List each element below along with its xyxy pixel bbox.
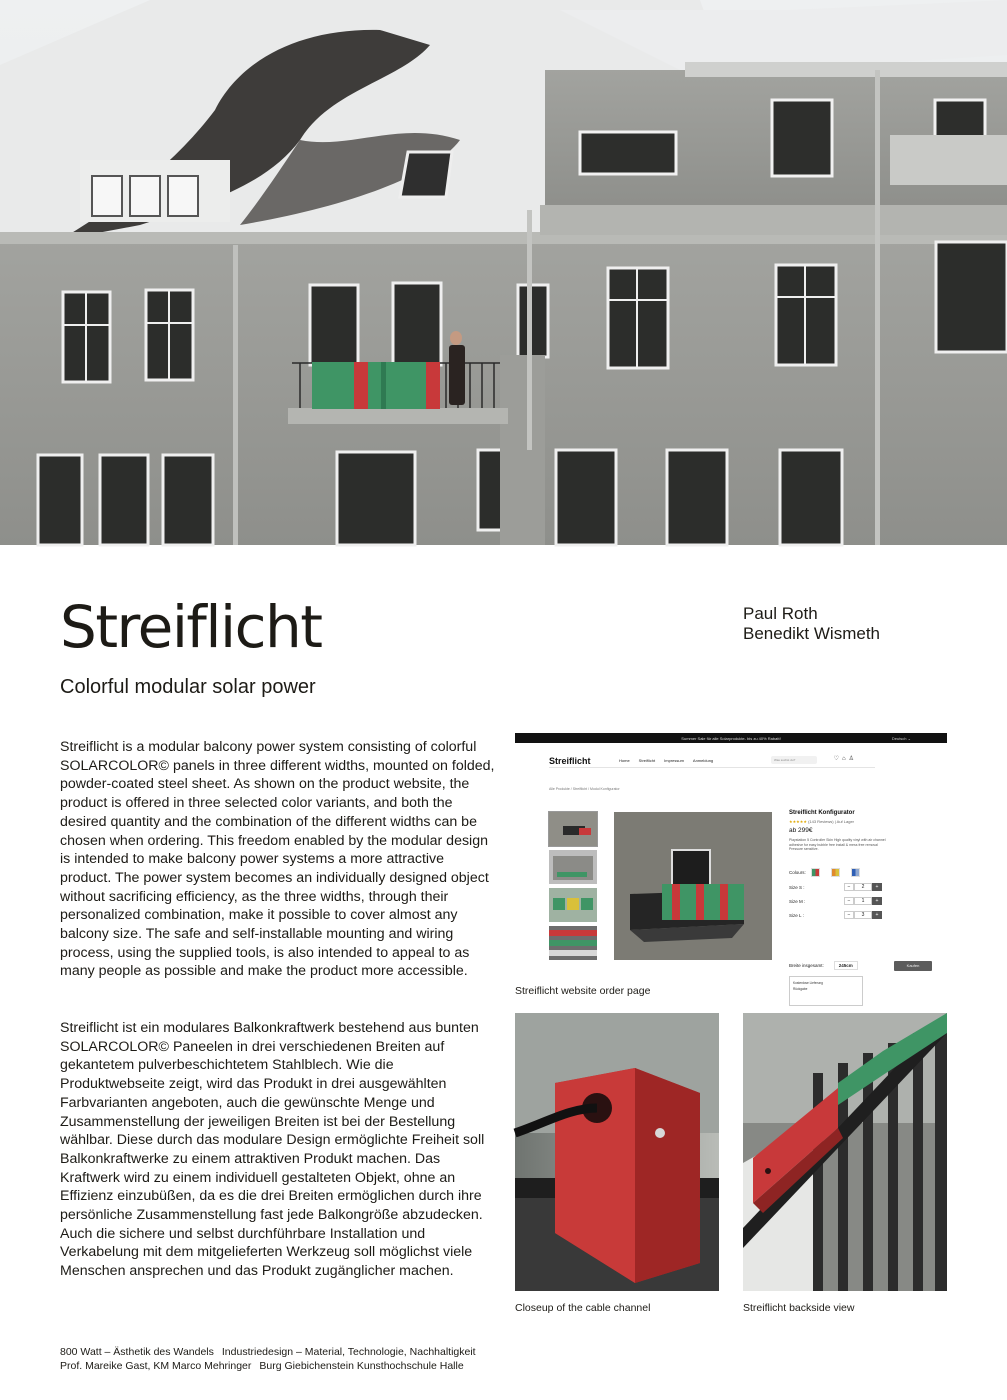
quantity-value: 1	[854, 897, 872, 905]
nav-link: Home	[619, 758, 630, 763]
site-logo: Streiflicht	[549, 755, 591, 766]
site-navbar	[549, 754, 875, 768]
footer-teachers: Prof. Mareike Gast, KM Marco Mehringer	[60, 1360, 252, 1372]
size-row	[789, 897, 889, 906]
author-list	[743, 604, 880, 644]
configurator-panel	[789, 810, 939, 991]
website-caption: Streiflicht website order page	[515, 985, 651, 997]
hero-photo	[0, 0, 1007, 545]
product-thumbnail	[549, 850, 597, 884]
backside-caption: Streiflicht backside view	[743, 1302, 855, 1314]
breadcrumb: Alle Produkte / Streiflicht / Modul Konfigurator	[549, 787, 620, 791]
colour-swatch	[851, 868, 860, 877]
product-thumbnail	[549, 888, 597, 922]
minus-icon: −	[844, 883, 854, 891]
footer-line	[60, 1359, 484, 1373]
total-value: 245cm	[834, 961, 858, 970]
product-description: Playstation 5 Controller Skin High quality vinyl with air channel adhesive for easy bubble free install & mess free removal Pressure sensitive.	[789, 838, 886, 851]
cart-icon: ♡⌂♙	[833, 756, 857, 762]
buy-button: Kaufen	[894, 961, 932, 971]
colour-swatch	[831, 868, 840, 877]
quantity-value: 3	[854, 911, 872, 919]
quantity-stepper	[844, 897, 882, 905]
description-german: Streiflicht ist ein modulares Balkonkraftwerk bestehend aus bunten SOLARCOLOR© Paneelen in drei verschiedenen Breiten auf gekantetem pulverbeschichtetem Stahlblech. Wie die Produktwebseite zeigt, wird das Produkt in drei ausgewählten Farbvarianten angeboten, auch die gewünschte Menge und Zusammenstellung der jeweiligen Breiten ist bei der Bestellung wählbar. Diese durch das modulare Design ermöglichte Freiheit soll Balkonkraftwerke zu einem attraktiven Produkt machen. Das Kraftwerk wird zu einem individuell gestalteten Objekt, ohne an Effizienz einzubüßen, da es die drei Breiten ermöglichen durch ihre persönliche Zusammenstellung fast jede Balkongröße abzudecken. Auch die sichere und selbst durchführbare Installation und Verkabelung mit dem mitgelieferten Werkzeug soll möglichst viele Menschen ansprechen und das Produkt zugänglicher machen.	[60, 1020, 485, 1280]
project-subtitle: Colorful modular solar power	[60, 676, 316, 698]
project-title: Streiflicht	[60, 593, 322, 661]
size-label: Size L :	[789, 913, 804, 918]
size-label: Size S :	[789, 885, 805, 890]
footer-school: Burg Giebichenstein Kunsthochschule Halle	[259, 1360, 464, 1372]
footer	[60, 1345, 484, 1373]
footer-line	[60, 1345, 484, 1359]
author-name: Benedikt Wismeth	[743, 624, 880, 643]
nav-link: Streiflicht	[638, 758, 656, 763]
promo-bar	[515, 733, 947, 743]
footer-project: 800 Watt – Ästhetik des Wandels	[60, 1346, 214, 1358]
footer-course: Industriedesign – Material, Technologie, Nachhaltigkeit	[221, 1346, 476, 1358]
plus-icon: +	[872, 911, 882, 919]
total-width	[789, 961, 858, 970]
author-name: Paul Roth	[743, 604, 818, 623]
product-main-image	[614, 812, 772, 960]
product-name: Streiflicht Konfigurator	[789, 810, 855, 816]
quantity-stepper	[844, 883, 882, 891]
backside-photo	[743, 1013, 947, 1291]
minus-icon: −	[844, 897, 854, 905]
product-thumbnail	[549, 812, 597, 846]
nav-links	[619, 758, 713, 763]
total-label: Breite insgesamt:	[789, 963, 824, 968]
product-price: ab 299€	[789, 827, 813, 834]
closeup-caption: Closeup of the cable channel	[515, 1302, 651, 1314]
colours-label: Colours:	[789, 870, 806, 875]
returns-text: Rückgabe	[793, 987, 808, 991]
size-row	[789, 911, 889, 920]
language-select: Deutsch ⌄	[891, 736, 911, 741]
minus-icon: −	[844, 911, 854, 919]
nav-link: Impressum	[664, 758, 684, 763]
colour-row	[789, 868, 860, 877]
shipping-info	[789, 976, 863, 1006]
quantity-stepper	[844, 911, 882, 919]
rating-stars: ★★★★★	[789, 819, 807, 824]
plus-icon: +	[872, 883, 882, 891]
review-count: (143 Reviews) | Auf Lager	[808, 819, 855, 824]
shipping-text: Kostenlose Lieferung	[793, 981, 823, 985]
description-english: Streiflicht is a modular balcony power system consisting of colorful SOLARCOLOR© panels in three different widths, mounted on folded, powder-coated steel sheet. As shown on the product website, the product is offered in three selected color variants, and both the desired quantity and the combination of the different widths can be chosen when ordering. This freedom enabled by the modular design is intended to make balcony power systems a more attractive product. The power system becomes an individually designed object without sacrificing efficiency, as the three widths, through their personalized combination, make it possible to cover almost any balcony size. The safe and self-installable mounting and wiring process, using the supplied tools, is also intended to appeal to as many people as possible and make the product more accessible.	[60, 739, 495, 980]
colour-swatch	[811, 868, 820, 877]
nav-link: Anmeldung	[692, 758, 714, 763]
size-label: Size M :	[789, 899, 806, 904]
size-row	[789, 883, 889, 892]
plus-icon: +	[872, 897, 882, 905]
closeup-photo	[515, 1013, 719, 1291]
site-search-box: Was suchst du?	[771, 756, 817, 764]
quantity-value: 2	[854, 883, 872, 891]
product-thumbnail	[549, 926, 597, 960]
promo-text: Summer Sale für alle Solarprodukte- bis zu 40% Rabatt!	[681, 735, 781, 741]
rating	[789, 819, 939, 824]
